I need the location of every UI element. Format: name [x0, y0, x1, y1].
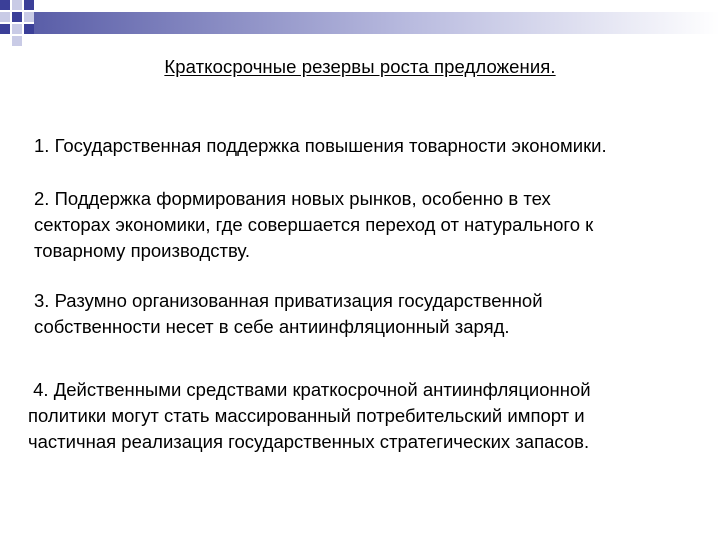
decor-square-light-4 — [12, 24, 22, 34]
list-item-2-line-3: товарному производству. — [34, 240, 250, 261]
decor-square-dark-4 — [0, 24, 10, 34]
decor-square-dark-1 — [0, 0, 10, 10]
header-gradient-band — [34, 12, 720, 34]
decor-square-dark-3 — [12, 12, 22, 22]
list-item-2-line-1: 2. Поддержка формирования новых рынков, особенно в тех — [34, 188, 551, 209]
decor-square-dark-5 — [24, 24, 34, 34]
list-item-4-line-1: 4. Действенными средствами краткосрочной антиинфляционной — [28, 379, 591, 400]
list-item-2 — [34, 186, 593, 264]
decor-square-light-2 — [0, 12, 10, 22]
slide-title: Краткосрочные резервы роста предложения. — [164, 56, 556, 77]
list-item-4-line-2: политики могут стать массированный потребительский импорт и — [28, 405, 585, 426]
decor-square-light-3 — [24, 12, 34, 22]
decor-square-light-5 — [12, 36, 22, 46]
list-item-4 — [28, 377, 591, 455]
list-item-3-line-2: собственности несет в себе антиинфляционный заряд. — [34, 316, 510, 337]
decor-square-light-1 — [12, 0, 22, 10]
header-decoration — [0, 0, 720, 46]
list-item-1 — [34, 133, 607, 159]
list-item-3-line-1: 3. Разумно организованная приватизация государственной — [34, 290, 543, 311]
list-item-3 — [34, 288, 543, 340]
list-item-4-line-3: частичная реализация государственных стратегических запасов. — [28, 431, 590, 452]
list-item-2-line-2: секторах экономики, где совершается переход от натурального к — [34, 214, 594, 235]
list-item-1-line-1: 1. Государственная поддержка повышения товарности экономики. — [34, 135, 607, 156]
decor-square-dark-2 — [24, 0, 34, 10]
